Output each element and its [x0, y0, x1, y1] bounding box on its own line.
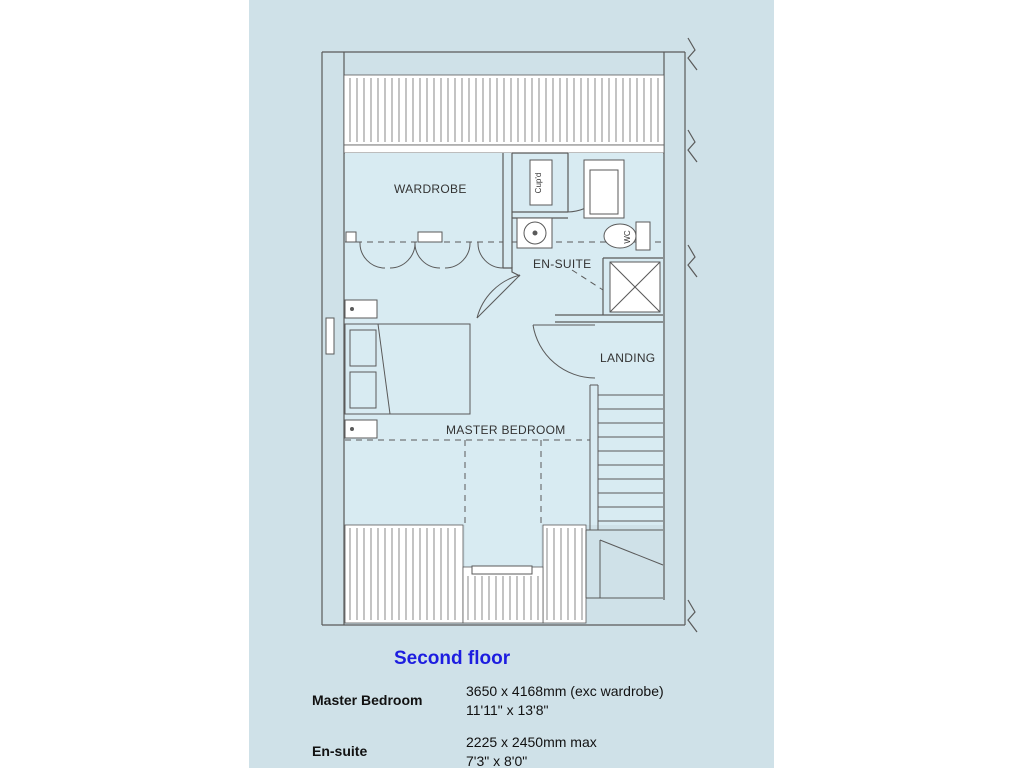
window-left [326, 318, 334, 354]
label-landing: LANDING [600, 351, 656, 365]
dimension-imperial-ensuite: 7'3" x 8'0" [466, 753, 528, 769]
label-master-bedroom: MASTER BEDROOM [446, 423, 566, 437]
dimension-metric-ensuite: 2225 x 2450mm max [466, 734, 597, 750]
floor-title: Second floor [394, 648, 511, 669]
label-ensuite: EN-SUITE [533, 257, 592, 271]
top-eaves [344, 75, 664, 153]
dimension-metric-master-bedroom: 3650 x 4168mm (exc wardrobe) [466, 683, 664, 699]
label-cupboard: Cup'd [534, 172, 543, 194]
bedside-table-top [345, 300, 377, 318]
label-wardrobe: WARDROBE [394, 182, 467, 196]
dimension-name-master-bedroom: Master Bedroom [312, 692, 423, 708]
dimension-imperial-master-bedroom: 11'11" x 13'8" [466, 702, 549, 718]
window-bottom [472, 566, 532, 574]
label-wc: WC [623, 230, 632, 244]
dimension-name-ensuite: En-suite [312, 743, 368, 759]
bedside-table-bottom [345, 420, 377, 438]
